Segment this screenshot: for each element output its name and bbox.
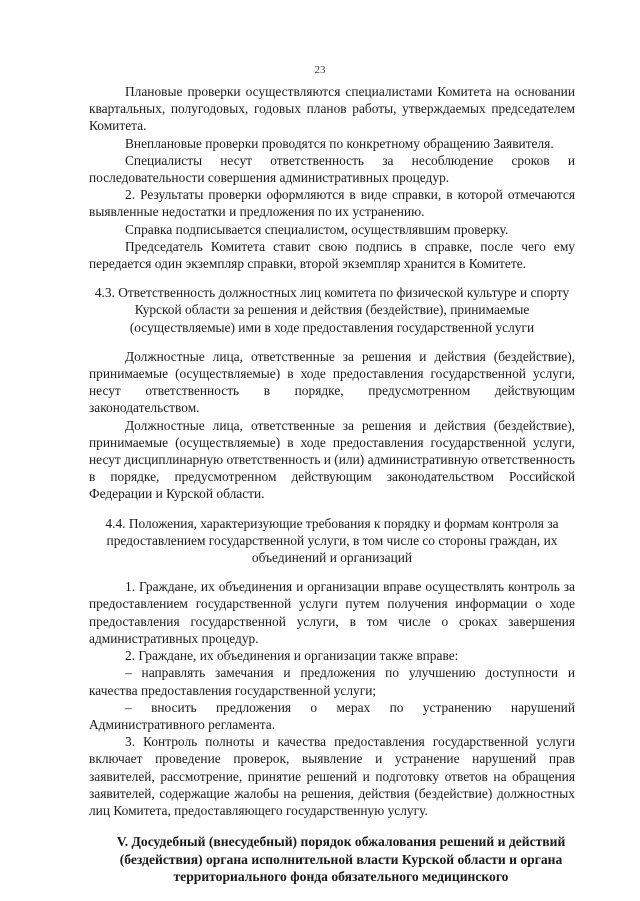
section-4-4-bullet-1: – направлять замечания и предложения по улучшению доступности и качества предоставления государственной услуги; xyxy=(89,665,575,698)
section-4-4-paragraph-2: 2. Граждане, их объединения и организации также вправе: xyxy=(125,648,459,664)
section-4-3-paragraph-1: Должностные лица, ответственные за решения и действия (бездействие), принимаемые (осуществляемые) в ходе предоставления государственной услуги, несут ответственность в порядке, предусмотренном действующим законодательством. xyxy=(89,348,575,416)
paragraph-chairman-signature: Председатель Комитета ставит свою подпись в справке, после чего ему передается один экземпляр справки, второй экземпляр хранится в Комитете. xyxy=(89,238,575,272)
section-5-heading: V. Досудебный (внесудебный) порядок обжалования решений и действий (бездействия) органа исполнительной власти Курской области и органа территориального фонда обязательного медицинского xyxy=(116,834,566,885)
section-4-4-bullet-2: – вносить предложения о мерах по устранению нарушений Административного регламента. xyxy=(89,699,575,732)
paragraph-inspection-results: 2. Результаты проверки оформляются в виде справки, в которой отмечаются выявленные недостатки и предложения по их устранению. xyxy=(89,187,575,220)
section-4-4-paragraph-3: 3. Контроль полноты и качества предоставления государственной услуги включает проведение проверок, выявление и устранение нарушений прав заявителей, рассмотрение, принятие решений и подготовку ответов на обращения заявителей, содержащие жалобы на решения, действия (бездействие) должностных лиц Комитета, предоставляющего государственную услугу. xyxy=(89,734,575,818)
paragraph-unplanned-inspections: Внеплановые проверки проводятся по конкретному обращению Заявителя. xyxy=(125,135,554,151)
section-4-3-heading: 4.3. Ответственность должностных лиц комитета по физической культуре и спорту Курской области за решения и действия (бездействие), принимаемые (осуществляемые) ими в ходе предоставления государственной услуги xyxy=(94,285,570,335)
page-number: 23 xyxy=(314,64,326,76)
section-4-4-paragraph-1: 1. Граждане, их объединения и организации вправе осуществлять контроль за предоставлением государственной услуги путем получения информации о ходе предоставления государственной услуги, в том числе о сроках завершения административных процедур. xyxy=(89,579,575,646)
paragraph-report-signed: Справка подписывается специалистом, осуществлявшим проверку. xyxy=(125,221,509,237)
section-4-4-heading: 4.4. Положения, характеризующие требования к порядку и формам контроля за предоставлением государственной услуги, в том числе со стороны граждан, их объединений и организаций xyxy=(105,515,559,566)
section-4-3-paragraph-2: Должностные лица, ответственные за решения и действия (бездействие), принимаемые (осуществляемые) в ходе предоставления государственной услуги, несут дисциплинарную ответственность и (или) административную ответственность в порядке, предусмотренном действующим законодательством Российской Федерации и Курской области. xyxy=(89,417,575,502)
document-body xyxy=(89,83,575,886)
paragraph-planned-inspections: Плановые проверки осуществляются специалистами Комитета на основании квартальных, полугодовых, годовых планов работы, утверждаемых председателем Комитета. xyxy=(89,84,575,134)
paragraph-specialists-responsibility: Специалисты несут ответственность за несоблюдение сроков и последовательности совершения административных процедур. xyxy=(89,152,575,186)
